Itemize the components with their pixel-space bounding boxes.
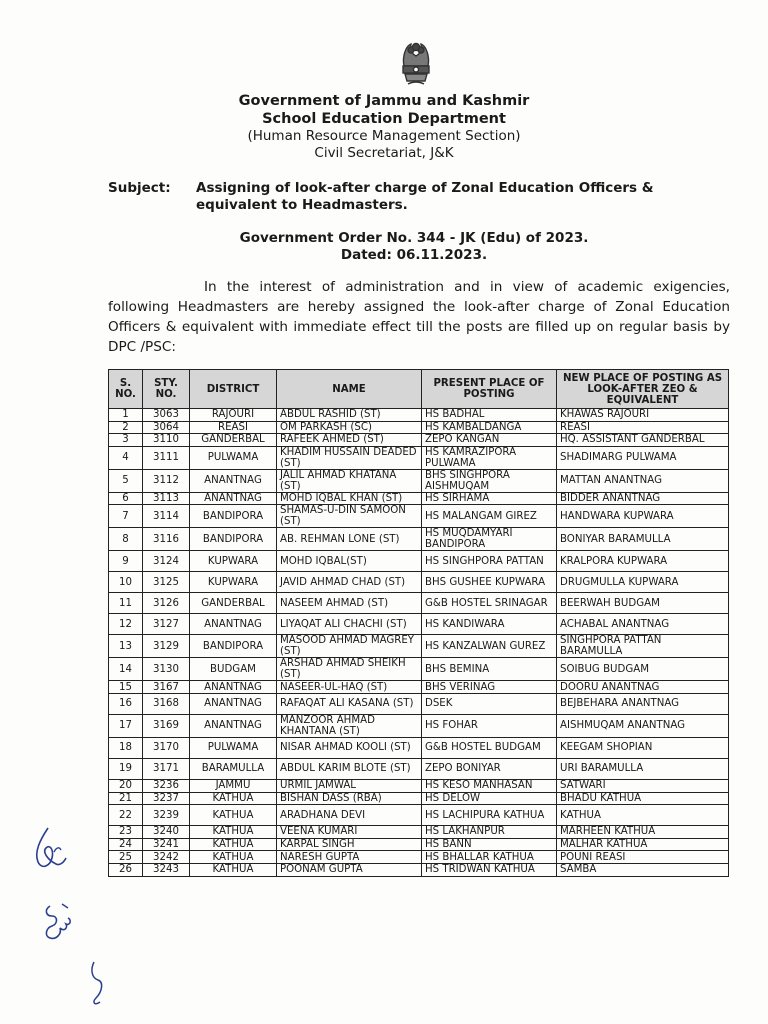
table-cell: REASI	[190, 421, 277, 434]
table-cell: 3	[109, 434, 143, 447]
state-emblem-icon	[396, 36, 436, 88]
table-cell: 3170	[143, 737, 190, 758]
table-row	[109, 528, 729, 551]
table-cell: HS KESO MANHASAN	[422, 779, 557, 792]
table-cell: MANZOOR AHMAD KHANTANA (ST)	[277, 714, 422, 737]
table-cell: 3240	[143, 826, 190, 839]
table-cell: KATHUA	[190, 805, 277, 826]
table-cell: BUDGAM	[190, 658, 277, 681]
table-cell: 3127	[143, 614, 190, 635]
table-cell: HS LAKHANPUR	[422, 826, 557, 839]
table-cell: KEEGAM SHOPIAN	[557, 737, 729, 758]
table-cell: BANDIPORA	[190, 528, 277, 551]
table-row	[109, 826, 729, 839]
table-cell: KATHUA	[557, 805, 729, 826]
table-row	[109, 505, 729, 528]
table-cell: 3111	[143, 446, 190, 469]
table-cell: 3171	[143, 758, 190, 779]
table-row	[109, 593, 729, 614]
order-number: Government Order No. 344 - JK (Edu) of 2023.	[239, 230, 589, 246]
table-cell: HS BADHAL	[422, 409, 557, 422]
table-cell: POUNI REASI	[557, 851, 729, 864]
table-cell: RAFAQAT ALI KASANA (ST)	[277, 693, 422, 714]
table-cell: G&B HOSTEL BUDGAM	[422, 737, 557, 758]
table-row	[109, 469, 729, 492]
table-cell: 26	[109, 863, 143, 876]
table-cell: URI BARAMULLA	[557, 758, 729, 779]
table-cell: OM PARKASH (SC)	[277, 421, 422, 434]
table-cell: 11	[109, 593, 143, 614]
table-cell: KUPWARA	[190, 572, 277, 593]
table-row	[109, 805, 729, 826]
table-cell: HS KANDIWARA	[422, 614, 557, 635]
table-cell: KHADIM HUSSAIN DEADED (ST)	[277, 446, 422, 469]
table-cell: 3236	[143, 779, 190, 792]
table-cell: KRALPORA KUPWARA	[557, 551, 729, 572]
table-cell: ACHABAL ANANTNAG	[557, 614, 729, 635]
table-row	[109, 409, 729, 422]
table-cell: SHAMAS-U-DIN SAMOON (ST)	[277, 505, 422, 528]
table-row	[109, 779, 729, 792]
table-cell: KATHUA	[190, 863, 277, 876]
table-row	[109, 658, 729, 681]
table-cell: 3169	[143, 714, 190, 737]
table-cell: 3110	[143, 434, 190, 447]
table-cell: 25	[109, 851, 143, 864]
table-row	[109, 635, 729, 658]
table-cell: 3125	[143, 572, 190, 593]
table-cell: HANDWARA KUPWARA	[557, 505, 729, 528]
table-cell: BISHAN DASS (RBA)	[277, 792, 422, 805]
table-cell: BARAMULLA	[190, 758, 277, 779]
table-cell: DOORU ANANTNAG	[557, 681, 729, 694]
subject-label: Subject:	[108, 180, 171, 196]
table-cell: BHADU KATHUA	[557, 792, 729, 805]
table-row	[109, 551, 729, 572]
table-cell: SATWARI	[557, 779, 729, 792]
department-title: Government of Jammu and Kashmir	[238, 93, 530, 109]
table-row	[109, 492, 729, 505]
table-row	[109, 838, 729, 851]
table-cell: SINGHPORA PATTAN BARAMULLA	[557, 635, 729, 658]
table-cell: BHS BEMINA	[422, 658, 557, 681]
table-cell: 3129	[143, 635, 190, 658]
table-row	[109, 614, 729, 635]
table-cell: 2	[109, 421, 143, 434]
table-cell: KATHUA	[190, 826, 277, 839]
table-cell: NASEER-UL-HAQ (ST)	[277, 681, 422, 694]
table-cell: HS MUQDAMYARI BANDIPORA	[422, 528, 557, 551]
table-cell: HS KAMBALDANGA	[422, 421, 557, 434]
order-date: Dated: 06.11.2023.	[340, 247, 488, 263]
table-cell: 3063	[143, 409, 190, 422]
column-header: NAME	[277, 370, 422, 409]
table-cell: 13	[109, 635, 143, 658]
table-cell: ABDUL RASHID (ST)	[277, 409, 422, 422]
table-cell: 3167	[143, 681, 190, 694]
table-cell: HS TRIDWAN KATHUA	[422, 863, 557, 876]
table-cell: 3237	[143, 792, 190, 805]
table-cell: 6	[109, 492, 143, 505]
table-cell: 5	[109, 469, 143, 492]
table-cell: HS FOHAR	[422, 714, 557, 737]
table-cell: PULWAMA	[190, 737, 277, 758]
table-cell: BANDIPORA	[190, 505, 277, 528]
table-row	[109, 758, 729, 779]
table-cell: ARSHAD AHMAD SHEIKH (ST)	[277, 658, 422, 681]
table-cell: MATTAN ANANTNAG	[557, 469, 729, 492]
table-cell: HS SINGHPORA PATTAN	[422, 551, 557, 572]
table-cell: 16	[109, 693, 143, 714]
table-cell: 14	[109, 658, 143, 681]
table-cell: JAVID AHMAD CHAD (ST)	[277, 572, 422, 593]
table-cell: NARESH GUPTA	[277, 851, 422, 864]
table-cell: BANDIPORA	[190, 635, 277, 658]
table-row	[109, 434, 729, 447]
table-cell: KATHUA	[190, 792, 277, 805]
table-cell: ZEPO KANGAN	[422, 434, 557, 447]
table-cell: 15	[109, 681, 143, 694]
table-cell: KATHUA	[190, 851, 277, 864]
table-cell: REASI	[557, 421, 729, 434]
table-cell: HS LACHIPURA KATHUA	[422, 805, 557, 826]
table-cell: ANANTNAG	[190, 614, 277, 635]
column-header: DISTRICT	[190, 370, 277, 409]
table-body	[109, 409, 729, 877]
column-header: S. NO.	[109, 370, 143, 409]
table-row	[109, 421, 729, 434]
table-cell: KARPAL SINGH	[277, 838, 422, 851]
table-cell: HS KAMRAZIPORA PULWAMA	[422, 446, 557, 469]
table-cell: KATHUA	[190, 838, 277, 851]
table-cell: 3168	[143, 693, 190, 714]
table-cell: JAMMU	[190, 779, 277, 792]
table-row	[109, 714, 729, 737]
table-cell: 22	[109, 805, 143, 826]
table-cell: GANDERBAL	[190, 434, 277, 447]
table-cell: 18	[109, 737, 143, 758]
table-cell: BEERWAH BUDGAM	[557, 593, 729, 614]
table-cell: MOHD IQBAL KHAN (ST)	[277, 492, 422, 505]
table-cell: DRUGMULLA KUPWARA	[557, 572, 729, 593]
table-cell: 24	[109, 838, 143, 851]
table-cell: DSEK	[422, 693, 557, 714]
office-address: Civil Secretariat, J&K	[314, 145, 454, 161]
table-cell: 21	[109, 792, 143, 805]
table-cell: AISHMUQAM ANANTNAG	[557, 714, 729, 737]
table-cell: HQ. ASSISTANT GANDERBAL	[557, 434, 729, 447]
table-cell: ANANTNAG	[190, 469, 277, 492]
table-cell: HS SIRHAMA	[422, 492, 557, 505]
table-cell: 23	[109, 826, 143, 839]
table-cell: ARADHANA DEVI	[277, 805, 422, 826]
table-cell: URMIL JAMWAL	[277, 779, 422, 792]
table-cell: 3116	[143, 528, 190, 551]
table-cell: 4	[109, 446, 143, 469]
table-cell: KHAWAS RAJOURI	[557, 409, 729, 422]
table-cell: 12	[109, 614, 143, 635]
intro-paragraph: In the interest of administration and in view of academic exigencies, following Headmasters are hereby assigned the look-after charge of Zonal Education Officers & equivalent with immediate effect till the posts are filled up on regular basis by DPC /PSC:	[108, 279, 730, 355]
table-cell: 17	[109, 714, 143, 737]
table-row	[109, 792, 729, 805]
table-cell: BIDDER ANANTNAG	[557, 492, 729, 505]
table-cell: 3124	[143, 551, 190, 572]
signature-initial	[36, 898, 80, 948]
table-cell: NISAR AHMAD KOOLI (ST)	[277, 737, 422, 758]
table-cell: 3114	[143, 505, 190, 528]
column-header: PRESENT PLACE OF POSTING	[422, 370, 557, 409]
table-cell: MASOOD AHMAD MAGREY (ST)	[277, 635, 422, 658]
table-cell: HS MALANGAM GIREZ	[422, 505, 557, 528]
table-cell: 3239	[143, 805, 190, 826]
table-cell: MARHEEN KATHUA	[557, 826, 729, 839]
signature-initial	[26, 822, 70, 882]
table-cell: GANDERBAL	[190, 593, 277, 614]
table-cell: ANANTNAG	[190, 492, 277, 505]
table-cell: BONIYAR BARAMULLA	[557, 528, 729, 551]
table-cell: MOHD IQBAL(ST)	[277, 551, 422, 572]
table-cell: NASEEM AHMAD (ST)	[277, 593, 422, 614]
table-cell: 3130	[143, 658, 190, 681]
table-cell: HS BANN	[422, 838, 557, 851]
table-cell: 3242	[143, 851, 190, 864]
table-cell: ABDUL KARIM BLOTE (ST)	[277, 758, 422, 779]
table-cell: BHS VERINAG	[422, 681, 557, 694]
table-cell: RAFEEK AHMED (ST)	[277, 434, 422, 447]
table-cell: 1	[109, 409, 143, 422]
table-row	[109, 572, 729, 593]
table-cell: POONAM GUPTA	[277, 863, 422, 876]
table-header-row	[109, 370, 729, 409]
table-cell: PULWAMA	[190, 446, 277, 469]
table-row	[109, 863, 729, 876]
table-cell: 20	[109, 779, 143, 792]
table-cell: SAMBA	[557, 863, 729, 876]
column-header: STY. NO.	[143, 370, 190, 409]
table-cell: KUPWARA	[190, 551, 277, 572]
table-cell: HS KANZALWAN GUREZ	[422, 635, 557, 658]
table-cell: BHS GUSHEE KUPWARA	[422, 572, 557, 593]
table-cell: MALHAR KATHUA	[557, 838, 729, 851]
table-cell: BHS SINGHPORA AISHMUQAM	[422, 469, 557, 492]
subject-text: Assigning of look-after charge of Zonal Education Officers & equivalent to Headmasters.	[196, 180, 654, 213]
department-subtitle: School Education Department	[262, 111, 506, 127]
table-cell: SHADIMARG PULWAMA	[557, 446, 729, 469]
table-cell: JALIL AHMAD KHATANA (ST)	[277, 469, 422, 492]
table-cell: G&B HOSTEL SRINAGAR	[422, 593, 557, 614]
table-cell: 3241	[143, 838, 190, 851]
table-row	[109, 681, 729, 694]
table-cell: 8	[109, 528, 143, 551]
table-cell: RAJOURI	[190, 409, 277, 422]
table-cell: 10	[109, 572, 143, 593]
table-cell: 3243	[143, 863, 190, 876]
table-cell: 3113	[143, 492, 190, 505]
table-cell: 7	[109, 505, 143, 528]
table-cell: 3112	[143, 469, 190, 492]
table-cell: 19	[109, 758, 143, 779]
table-cell: 9	[109, 551, 143, 572]
table-row	[109, 446, 729, 469]
table-cell: ZEPO BONIYAR	[422, 758, 557, 779]
table-cell: AB. REHMAN LONE (ST)	[277, 528, 422, 551]
column-header: NEW PLACE OF POSTING AS LOOK-AFTER ZEO & EQUIVALENT	[557, 370, 729, 409]
table-cell: HS DELOW	[422, 792, 557, 805]
table-cell: ANANTNAG	[190, 693, 277, 714]
table-cell: HS BHALLAR KATHUA	[422, 851, 557, 864]
table-cell: BEJBEHARA ANANTNAG	[557, 693, 729, 714]
section-name: (Human Resource Management Section)	[247, 128, 521, 144]
table-row	[109, 693, 729, 714]
table-cell: SOIBUG BUDGAM	[557, 658, 729, 681]
signature-initial	[86, 958, 110, 1008]
table-cell: 3126	[143, 593, 190, 614]
table-cell: ANANTNAG	[190, 714, 277, 737]
posting-table	[108, 369, 729, 877]
table-row	[109, 851, 729, 864]
table-cell: ANANTNAG	[190, 681, 277, 694]
table-cell: VEENA KUMARI	[277, 826, 422, 839]
table-cell: 3064	[143, 421, 190, 434]
table-row	[109, 737, 729, 758]
table-cell: LIYAQAT ALI CHACHI (ST)	[277, 614, 422, 635]
